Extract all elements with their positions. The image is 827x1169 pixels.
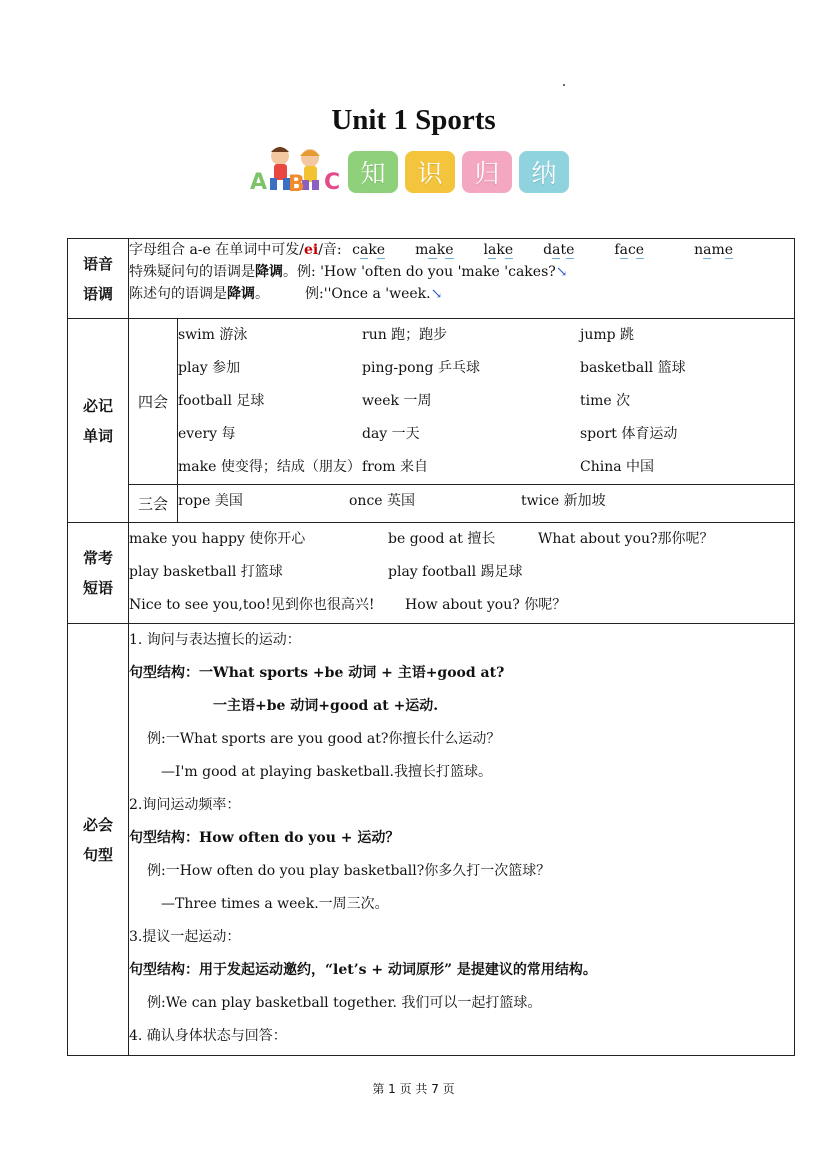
pattern-structure: 句型结构：How often do you + 运动？ bbox=[129, 830, 400, 846]
pattern-structure: 一主语+be 动词+good at +运动. bbox=[213, 698, 439, 714]
phonetics-content bbox=[129, 239, 795, 319]
vocab-word: ping-pong 乒乓球 bbox=[362, 360, 480, 376]
vocab-word: China 中国 bbox=[580, 459, 655, 475]
page-footer: 第 1 页 共 7 页 bbox=[372, 1082, 455, 1096]
word-rope: rope 美国 bbox=[178, 493, 243, 509]
underlined-letter: e bbox=[566, 242, 575, 258]
phrases-label-line1: 常考 bbox=[82, 549, 113, 567]
phrase-item: be good at 擅长 bbox=[388, 531, 496, 547]
phrase-item: Nice to see you,too!见到你也很高兴! bbox=[129, 597, 375, 613]
phrase-item: play football 踢足球 bbox=[388, 564, 523, 580]
four-skill-words bbox=[178, 319, 795, 485]
underlined-letter: e bbox=[635, 242, 645, 258]
intonation-example: 。例: 'How 'often do you 'make 'cakes? bbox=[283, 264, 556, 280]
tile-na: 纳 bbox=[519, 151, 569, 193]
letter: c bbox=[352, 242, 360, 258]
sentence-line: 1. 询问与表达擅长的运动： bbox=[129, 632, 301, 648]
phrases-row bbox=[68, 523, 795, 624]
knowledge-banner bbox=[246, 142, 576, 198]
knowledge-table bbox=[67, 238, 795, 1056]
intonation-text: 特殊疑问句的语调是 bbox=[129, 264, 255, 280]
stray-dot bbox=[563, 84, 565, 86]
phonetics-row bbox=[68, 239, 795, 319]
statement-falling: 降调 bbox=[227, 286, 255, 302]
vocab-word: time 次 bbox=[580, 393, 631, 409]
kids-illustration bbox=[246, 142, 346, 198]
example-word bbox=[415, 239, 453, 261]
phonetic-rule-line bbox=[129, 239, 794, 261]
sentences-label-line2: 句型 bbox=[82, 845, 113, 864]
vocab-word: every 每 bbox=[178, 426, 236, 442]
sentences-label-line1: 必会 bbox=[82, 815, 113, 834]
vocab-line bbox=[178, 418, 794, 451]
word-once: once 英国 bbox=[349, 493, 416, 509]
sentences-label bbox=[68, 624, 129, 1056]
pattern-structure: 句型结构：用于发起运动邀约，“let’s + 动词原形” 是提建议的常用结构。 bbox=[129, 962, 597, 978]
example-words bbox=[346, 242, 733, 258]
phrases-content bbox=[129, 523, 795, 624]
phrase-item: make you happy 使你开心 bbox=[129, 531, 306, 547]
three-skill-words bbox=[178, 485, 795, 523]
phrase-item: What about you?那你呢？ bbox=[538, 531, 714, 547]
vocab-label-line2: 单词 bbox=[82, 426, 113, 445]
letter-b: B bbox=[288, 172, 305, 197]
example-word bbox=[484, 239, 514, 261]
sentence-line: —Three times a week.一周三次。 bbox=[161, 896, 389, 912]
letter-a: A bbox=[250, 170, 268, 195]
underlined-letter: a bbox=[619, 242, 628, 258]
statement-intonation-line bbox=[129, 283, 794, 305]
tile-zhi: 知 bbox=[348, 151, 398, 193]
underlined-letter: e bbox=[445, 242, 454, 258]
phrase-line bbox=[129, 556, 794, 589]
vocab-word: run 跑；跑步 bbox=[362, 327, 448, 343]
underlined-letter: a bbox=[359, 242, 369, 258]
phrases-label bbox=[68, 523, 129, 624]
word-twice: twice 新加坡 bbox=[521, 493, 606, 509]
page-title: Unit 1 Sports bbox=[331, 104, 496, 136]
underlined-letter: a bbox=[703, 242, 712, 258]
vocab-line bbox=[178, 319, 794, 352]
phrase-line bbox=[129, 523, 794, 556]
sentences-row bbox=[68, 624, 795, 1056]
statement-text: 陈述句的语调是 bbox=[129, 286, 227, 302]
vocab-line bbox=[178, 451, 794, 484]
vocab-three-row bbox=[68, 485, 795, 523]
question-intonation-line bbox=[129, 261, 794, 283]
underlined-letter: a bbox=[552, 242, 561, 258]
vocab-word: play 参加 bbox=[178, 360, 241, 376]
letter: d bbox=[543, 242, 553, 258]
example-word bbox=[352, 239, 385, 261]
sentence-line: 例:一How often do you play basketball?你多久打一次篮球？ bbox=[147, 863, 551, 879]
sentence-line: 4. 确认身体状态与回答： bbox=[129, 1028, 287, 1044]
letter: k bbox=[368, 242, 377, 258]
vocab-word: swim 游泳 bbox=[178, 327, 248, 343]
tile-gui: 归 bbox=[462, 151, 512, 193]
sentence-line: 例:一What sports are you good at?你擅长什么运动？ bbox=[147, 731, 501, 747]
statement-example: 例:''Once a 'week. bbox=[305, 286, 431, 302]
falling-arrow-icon: ↘ bbox=[555, 264, 568, 280]
phonetics-label-line1: 语音 bbox=[82, 254, 113, 273]
four-skill-label: 四会 bbox=[129, 319, 178, 485]
vocab-word: from 来自 bbox=[362, 459, 429, 475]
pattern-structure: 句型结构：一What sports +be 动词 + 主语+good at? bbox=[129, 665, 505, 681]
vocab-word: day 一天 bbox=[362, 426, 420, 442]
vocab-word: football 足球 bbox=[178, 393, 265, 409]
phonetics-label bbox=[68, 239, 129, 319]
sentence-line: 例:We can play basketball together. 我们可以一起打篮球。 bbox=[147, 995, 542, 1011]
letter: k bbox=[436, 242, 446, 258]
sentences-content bbox=[129, 624, 795, 1056]
tile-shi: 识 bbox=[405, 151, 455, 193]
phrases-label-line2: 短语 bbox=[82, 579, 113, 597]
letter: m bbox=[711, 242, 725, 258]
vocab-label-line1: 必记 bbox=[82, 396, 113, 415]
letter: l bbox=[483, 242, 488, 258]
vocab-word: make 使变得；结成（朋友） bbox=[178, 459, 361, 475]
underlined-letter: e bbox=[504, 242, 514, 258]
intonation-falling: 降调 bbox=[255, 264, 283, 280]
vocab-line bbox=[178, 385, 794, 418]
vocab-four-row bbox=[68, 319, 795, 485]
sentence-line: 2.询问运动频率： bbox=[129, 797, 241, 813]
underlined-letter: e bbox=[724, 242, 734, 258]
falling-arrow-icon: ↘ bbox=[430, 286, 443, 302]
letter-c: C bbox=[324, 170, 341, 195]
letter: n bbox=[694, 242, 704, 258]
three-skill-line bbox=[178, 485, 794, 518]
statement-period: 。 bbox=[255, 286, 269, 302]
three-skill-label: 三会 bbox=[129, 485, 178, 523]
vocab-label bbox=[68, 319, 129, 523]
vocab-word: sport 体育运动 bbox=[580, 426, 678, 442]
sentence-line: 3.提议一起运动： bbox=[129, 929, 241, 945]
letter: f bbox=[614, 242, 620, 258]
example-word bbox=[543, 239, 574, 261]
rule-sound: ei bbox=[303, 242, 319, 258]
phrase-item: How about you? 你呢？ bbox=[405, 597, 567, 613]
phonetics-label-line2: 语调 bbox=[82, 284, 113, 303]
sentence-line: —I'm good at playing basketball.我擅长打篮球。 bbox=[161, 764, 492, 780]
letter: t bbox=[560, 242, 567, 258]
phrase-item: play basketball 打篮球 bbox=[129, 564, 283, 580]
letter: m bbox=[415, 242, 429, 258]
underlined-letter: e bbox=[376, 242, 386, 258]
example-word bbox=[614, 239, 644, 261]
vocab-word: jump 跳 bbox=[580, 327, 635, 343]
letter: c bbox=[627, 242, 636, 258]
underlined-letter: a bbox=[488, 242, 497, 258]
vocab-line bbox=[178, 352, 794, 385]
underlined-letter: a bbox=[428, 242, 437, 258]
rule-suffix: /音: bbox=[318, 242, 342, 258]
letter: k bbox=[496, 242, 505, 258]
vocab-word: basketball 篮球 bbox=[580, 360, 686, 376]
phrase-line bbox=[129, 589, 794, 622]
example-word bbox=[694, 239, 733, 261]
vocab-word: week 一周 bbox=[362, 393, 432, 409]
rule-prefix: 字母组合 a-e 在单词中可发/ bbox=[129, 242, 304, 258]
